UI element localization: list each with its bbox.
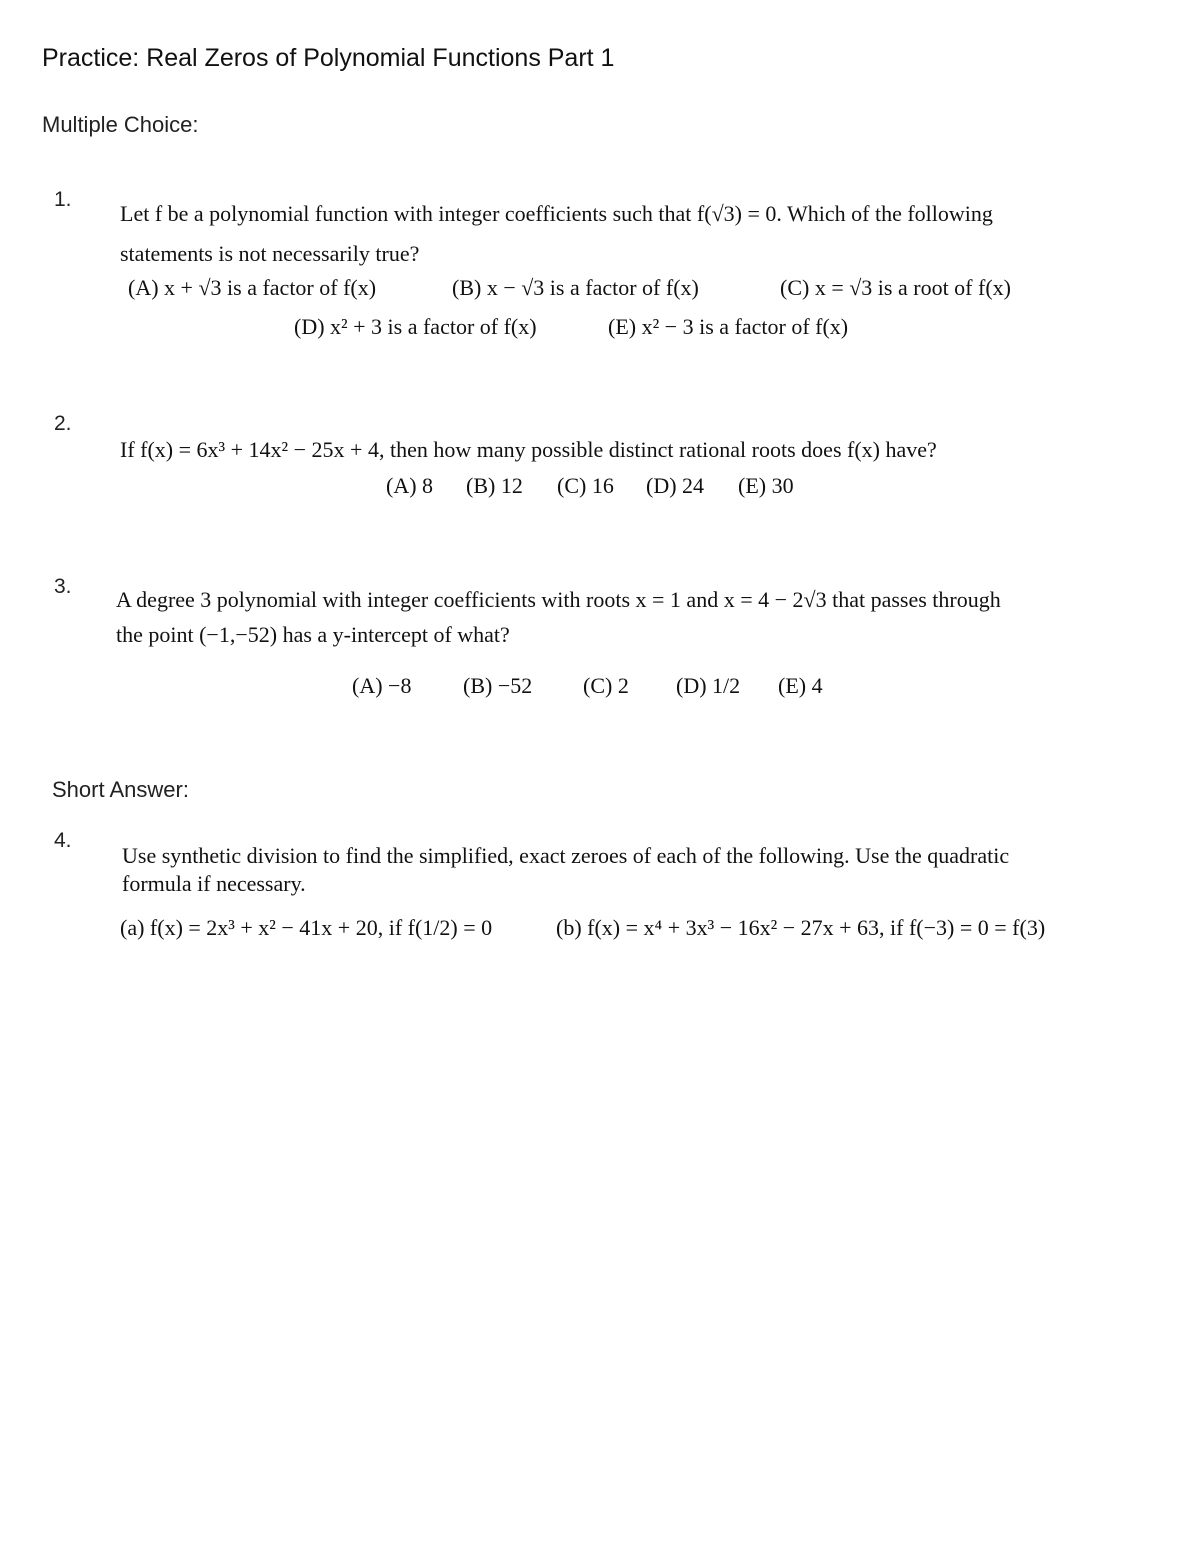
answer-option: (A) 8 xyxy=(386,473,434,498)
question-text-line: the point (−1,−52) has a y-intercept of what? xyxy=(116,622,510,647)
sub-question: (b) f(x) = x⁴ + 3x³ − 16x² − 27x + 63, if f(−3) = 0 = f(3) xyxy=(556,915,1046,940)
question-text-line: Let f be a polynomial function with integer coefficients such that f(√3) = 0. Which of the following xyxy=(120,201,993,226)
multiple-choice-heading: Multiple Choice: xyxy=(42,112,199,137)
answer-option: (C) x = √3 is a root of f(x) xyxy=(780,275,1011,300)
answer-option: (A) −8 xyxy=(352,673,412,698)
answer-option: (A) x + √3 is a factor of f(x) xyxy=(128,275,377,300)
answer-option: (E) 4 xyxy=(778,673,823,698)
short-answer-heading: Short Answer: xyxy=(52,777,189,802)
answer-option: (B) 12 xyxy=(466,473,523,498)
answer-option: (C) 16 xyxy=(557,473,614,498)
sub-question: (a) f(x) = 2x³ + x² − 41x + 20, if f(1/2) = 0 xyxy=(120,915,493,940)
question-text-line: Use synthetic division to find the simplified, exact zeroes of each of the following. Use the quadratic xyxy=(122,843,1010,868)
page-title: Practice: Real Zeros of Polynomial Functions Part 1 xyxy=(42,44,615,72)
question-text-line: formula if necessary. xyxy=(122,871,306,896)
question-text-line: If f(x) = 6x³ + 14x² − 25x + 4, then how many possible distinct rational roots does f(x) have? xyxy=(120,437,937,462)
answer-option: (E) 30 xyxy=(738,473,794,498)
answer-option: (B) −52 xyxy=(463,673,533,698)
question-number: 3. xyxy=(54,575,72,598)
question-number: 2. xyxy=(54,412,72,435)
question-text-line: statements is not necessarily true? xyxy=(120,241,420,266)
answer-option: (D) 1/2 xyxy=(676,673,741,698)
answer-option: (E) x² − 3 is a factor of f(x) xyxy=(608,314,849,339)
question-number: 4. xyxy=(54,829,72,852)
answer-option: (D) x² + 3 is a factor of f(x) xyxy=(294,314,537,339)
answer-option: (B) x − √3 is a factor of f(x) xyxy=(452,275,699,300)
question-text-line: A degree 3 polynomial with integer coefficients with roots x = 1 and x = 4 − 2√3 that passes through xyxy=(116,587,1001,612)
answer-option: (C) 2 xyxy=(583,673,629,698)
question-number: 1. xyxy=(54,188,72,211)
answer-option: (D) 24 xyxy=(646,473,705,498)
